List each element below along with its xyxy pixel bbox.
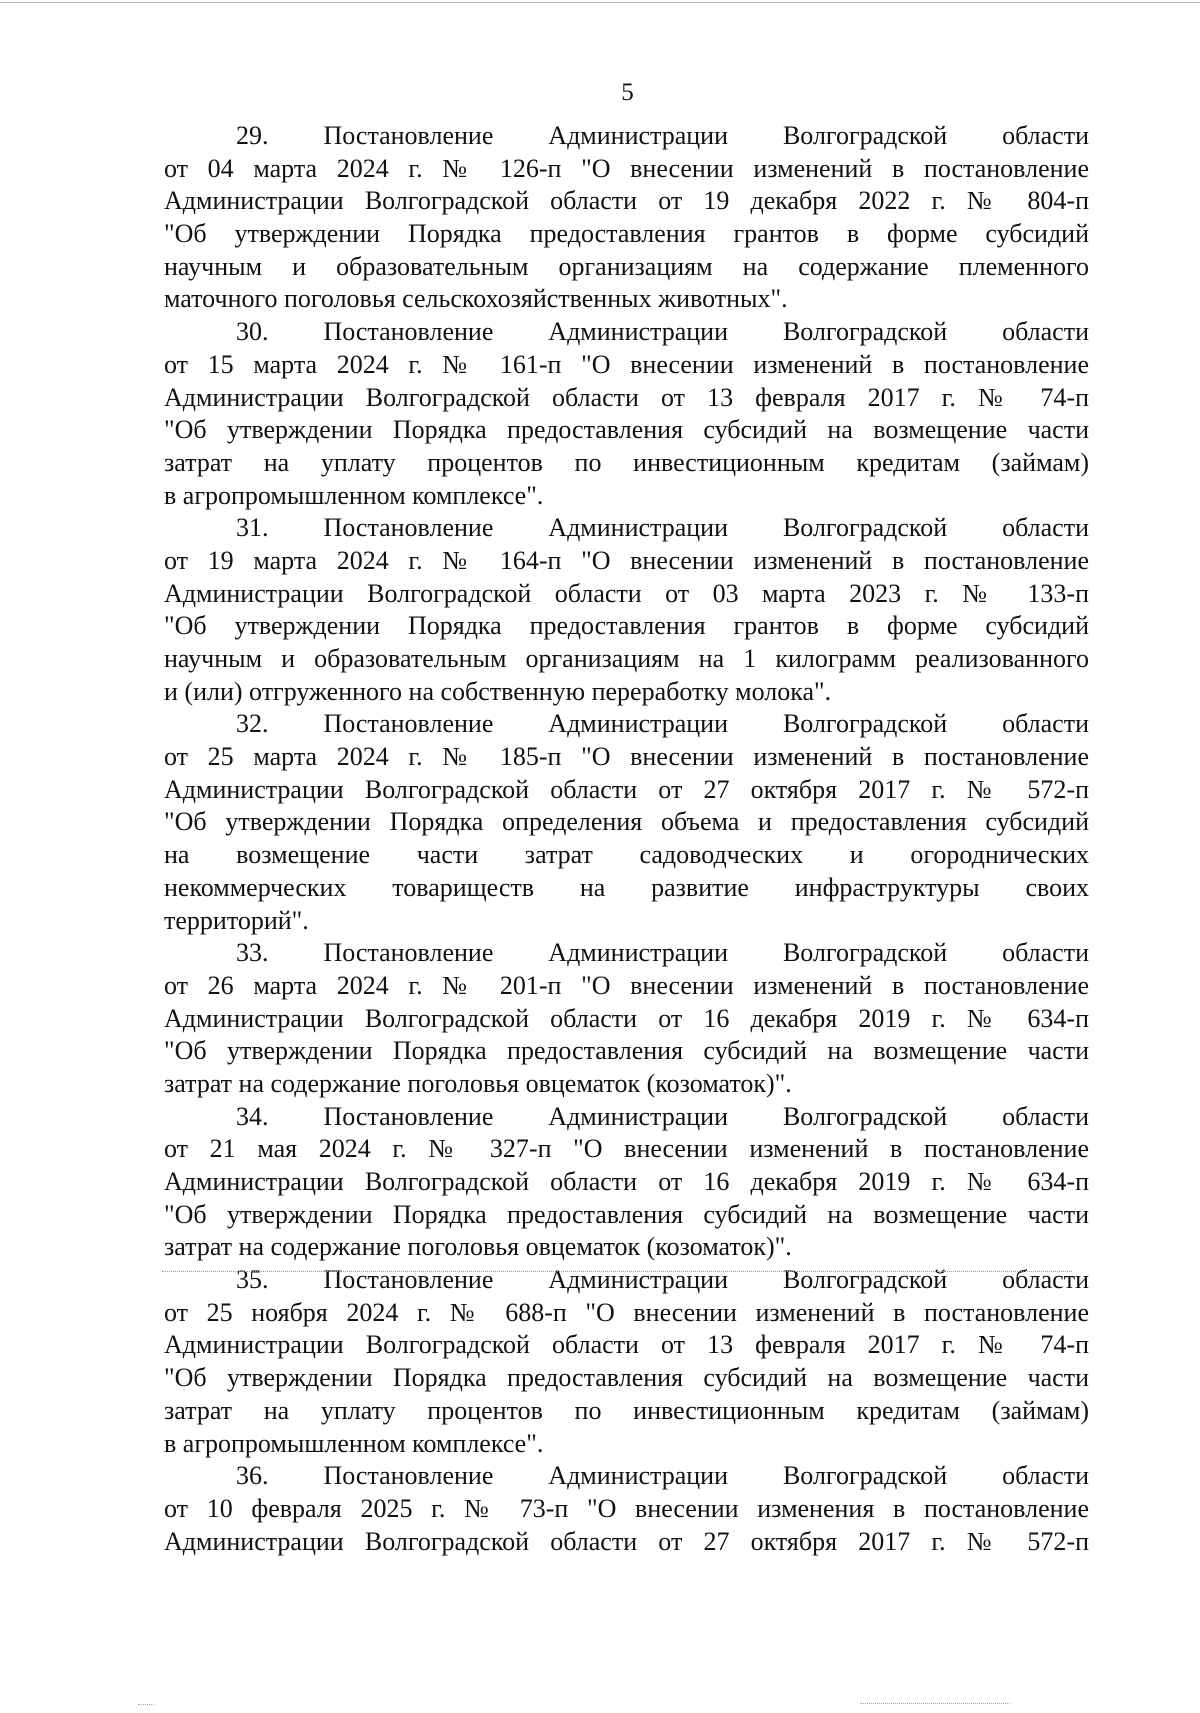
list-item	[164, 1101, 1089, 1264]
item-text-line: от 10 февраля 2025 г. № 73-п "О внесении изменения в постановление	[164, 1493, 1089, 1523]
item-heading-line: 30. Постановление Администрации Волгоградской области	[236, 317, 1089, 347]
item-text-line: "Об утверждении Порядка предоставления субсидий на возмещение части	[164, 1199, 1089, 1229]
item-text-line: "Об утверждении Порядка предоставления субсидий на возмещение части	[164, 1363, 1089, 1393]
list-item	[164, 316, 1089, 512]
item-heading-line: 33. Постановление Администрации Волгоградской области	[236, 938, 1089, 968]
list-item	[164, 120, 1089, 316]
item-text-line: от 26 марта 2024 г. № 201-п "О внесении изменений в постановление	[164, 970, 1089, 1000]
item-heading-line: 32. Постановление Администрации Волгоградской области	[236, 709, 1089, 739]
item-text-line: "Об утверждении Порядка определения объема и предоставления субсидий	[164, 807, 1089, 837]
item-text-line: от 25 ноября 2024 г. № 688-п "О внесении изменений в постановление	[164, 1297, 1089, 1327]
list-item	[164, 1460, 1089, 1558]
item-text-line: Администрации Волгоградской области от 16 декабря 2019 г. № 634-п	[164, 1003, 1089, 1033]
item-text-line: затрат на содержание поголовья овцематок (козоматок)".	[164, 1068, 792, 1098]
item-text-line: научным и образовательным организациям на 1 килограмм реализованного	[164, 644, 1089, 673]
item-text-line: в агропромышленном комплексе".	[164, 1428, 544, 1458]
item-heading-line: 29. Постановление Администрации Волгоградской области	[236, 121, 1089, 150]
item-text-line: затрат на содержание поголовья овцематок (козоматок)".	[164, 1232, 792, 1262]
item-heading-line: 31. Постановление Администрации Волгоградской области	[236, 513, 1089, 543]
item-heading-line: 36. Постановление Администрации Волгоградской области	[236, 1461, 1089, 1491]
item-text-line: "Об утверждении Порядка предоставления субсидий на возмещение части	[164, 1036, 1089, 1066]
item-text-line: Администрации Волгоградской области от 13 февраля 2017 г. № 74-п	[164, 382, 1089, 412]
item-text-line: затрат на уплату процентов по инвестиционным кредитам (займам)	[164, 1395, 1089, 1425]
item-text-line: "Об утверждении Порядка предоставления грантов в форме субсидий	[164, 611, 1089, 641]
list-item	[164, 512, 1089, 708]
item-text-line: "Об утверждении Порядка предоставления субсидий на возмещение части	[164, 415, 1089, 445]
item-text-line: "Об утверждении Порядка предоставления грантов в форме субсидий	[164, 219, 1089, 249]
scan-dotted-rule	[162, 1271, 1072, 1272]
list-item	[164, 708, 1089, 937]
item-text-line: Администрации Волгоградской области от 16 декабря 2019 г. № 634-п	[164, 1167, 1089, 1196]
item-text-line: Администрации Волгоградской области от 27 октября 2017 г. № 572-п	[164, 774, 1089, 804]
item-text-line: от 04 марта 2024 г. № 126-п "О внесении изменений в постановление	[164, 153, 1089, 183]
item-text-line: и (или) отгруженного на собственную переработку молока".	[164, 676, 832, 706]
item-text-line: некоммерческих товариществ на развитие инфраструктуры своих	[164, 872, 1089, 902]
item-text-line: маточного поголовья сельскохозяйственных животных".	[164, 284, 788, 314]
item-text-line: от 25 марта 2024 г. № 185-п "О внесении изменений в постановление	[164, 742, 1089, 772]
item-heading-line: 35. Постановление Администрации Волгоградской области	[236, 1265, 1089, 1295]
item-text-line: в агропромышленном комплексе".	[164, 480, 544, 510]
item-text-line: Администрации Волгоградской области от 13 февраля 2017 г. № 74-п	[164, 1330, 1089, 1360]
item-heading-line: 34. Постановление Администрации Волгоградской области	[236, 1101, 1089, 1131]
scan-edge-line	[0, 2, 1200, 3]
item-text-line: от 19 марта 2024 г. № 164-п "О внесении изменений в постановление	[164, 545, 1089, 575]
item-text-line: научным и образовательным организациям на содержание племенного	[164, 251, 1089, 281]
item-text-line: Администрации Волгоградской области от 27 октября 2017 г. № 572-п	[164, 1526, 1089, 1556]
item-text-line: территорий".	[164, 905, 309, 935]
scan-mark	[860, 1703, 1010, 1704]
item-text-line: от 21 мая 2024 г. № 327-п "О внесении изменений в постановление	[164, 1134, 1089, 1164]
list-item	[164, 937, 1089, 1100]
item-text-line: на возмещение части затрат садоводческих и огороднических	[164, 840, 1089, 870]
item-text-line: затрат на уплату процентов по инвестиционным кредитам (займам)	[164, 447, 1089, 477]
item-text-line: Администрации Волгоградской области от 19 декабря 2022 г. № 804-п	[164, 186, 1089, 216]
document-body	[164, 120, 1089, 1558]
page-number: 5	[621, 79, 634, 106]
item-text-line: Администрации Волгоградской области от 03 марта 2023 г. № 133-п	[164, 578, 1089, 608]
scan-mark	[138, 1704, 154, 1705]
list-item	[164, 1264, 1089, 1460]
item-text-line: от 15 марта 2024 г. № 161-п "О внесении изменений в постановление	[164, 349, 1089, 379]
